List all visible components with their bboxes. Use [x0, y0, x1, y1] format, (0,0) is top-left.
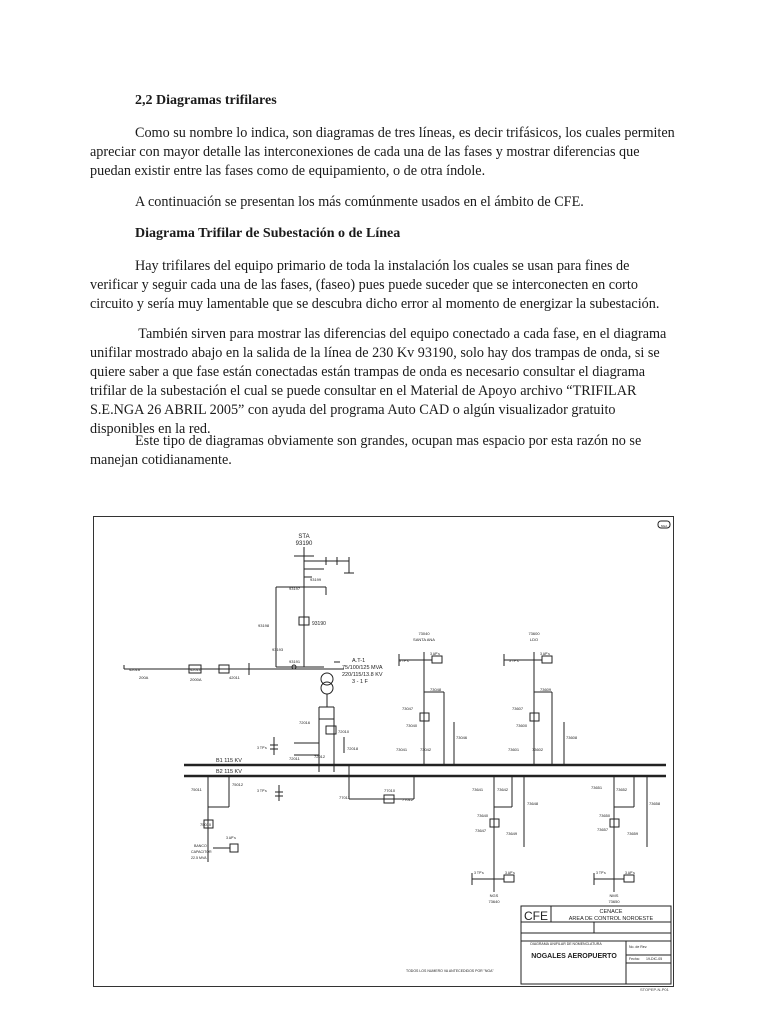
- l1-e: 73042: [420, 747, 432, 752]
- l2-name: 73600: [528, 631, 540, 636]
- title-desc: DIAGRAMA UNIFILAR DE NOMENCLATURA: [530, 942, 602, 946]
- sw-93198: 93198: [258, 623, 270, 628]
- sw-72012: 72012: [314, 754, 326, 759]
- l1-a: 73048: [430, 687, 442, 692]
- tp-label-l1: 3 TP's: [399, 659, 409, 663]
- l4-b: 73652: [616, 787, 628, 792]
- left-42010: 42010: [190, 667, 202, 672]
- paragraph-faseo-text: Hay trifilares del equipo primario de toda la instalación los cuales se usan para fines de verificar y seguir cada una de las fases, (faseo) pues puede suceder que se interconecten en corto circuito y sería muy lamentable que se descubra dicho error al momento de energizar la subestación.: [90, 258, 660, 312]
- l3-c: 73648: [527, 801, 539, 806]
- sw-72016: 72016: [299, 720, 311, 725]
- l2-e: 73602: [532, 747, 544, 752]
- paragraph-grandes: [90, 432, 680, 470]
- bus-b2-label: B2 115 KV: [216, 769, 242, 775]
- l4-c: 73658: [649, 801, 661, 806]
- l2-sub: LDO: [529, 637, 539, 642]
- paragraph-grandes-text: Este tipo de diagramas obviamente son grandes, ocupan mas espacio por esta razón no se manejan cotidianamente.: [90, 433, 642, 468]
- sw-93199: 93199: [310, 577, 322, 582]
- transformer-voltage: 220/115/13.8 KV: [342, 672, 383, 678]
- bottom-code: STOPEP-N-P01: [640, 987, 669, 992]
- tie-77010: 77010: [384, 788, 396, 793]
- l2-b: 73607: [512, 706, 524, 711]
- tp-label-l3: 3 TP's: [474, 871, 484, 875]
- cap-label-1: BANCO: [194, 844, 207, 848]
- l1-c: 73040: [406, 723, 418, 728]
- cap-75010: 75010: [200, 822, 212, 827]
- paragraph-intro-text: Como su nombre lo indica, son diagramas de tres líneas, es decir trifásicos, los cuales permiten apreciar con mayor detalle las interconexiones de cada una de las fases y mostrar diferencias que puedan existir entre las fases como de equipamiento, o de otra índole.: [90, 125, 675, 179]
- corner-code: NGA: [660, 524, 668, 528]
- l3-d: 73640: [477, 813, 489, 818]
- sw-72018: 72018: [347, 746, 359, 751]
- l4-d: 73650: [599, 813, 611, 818]
- l1-b: 73047: [402, 706, 414, 711]
- title-cenace: CENACE: [599, 909, 623, 915]
- l2-f: 73608: [566, 735, 578, 740]
- sw-93191: 93191: [289, 659, 301, 664]
- l1-sub: SANTA ANA: [413, 637, 435, 642]
- l2-c: 73600: [516, 723, 528, 728]
- l4-num: 73650: [608, 899, 620, 904]
- cap-label-2: CAPACITOR: [191, 850, 212, 854]
- l3-num: 73640: [488, 899, 500, 904]
- l1-f: 73046: [456, 735, 468, 740]
- sw-72011: 72011: [289, 756, 300, 761]
- transformer-name: A.T-1: [352, 658, 366, 664]
- left-200a: 200A: [139, 675, 149, 680]
- sw-72010: 72010: [338, 729, 350, 734]
- left-2000a: 2000A: [190, 677, 202, 682]
- top-line-label: STA: [298, 534, 310, 540]
- l3-name: NGS: [489, 893, 499, 898]
- paragraph-intro: [90, 124, 680, 181]
- brk-93190: 93190: [312, 621, 326, 627]
- diagram-svg: [94, 517, 673, 986]
- tp-label-bus: 3 TP's: [257, 789, 267, 793]
- tie-77012: 77012: [402, 797, 414, 802]
- tie-77011: 77011: [339, 795, 350, 800]
- sw-93193: 93193: [272, 647, 284, 652]
- title-area: AREA DE CONTROL NOROESTE: [568, 916, 654, 922]
- single-line-diagram: [93, 516, 674, 987]
- tp-label-transformer: 3 TP's: [257, 746, 267, 750]
- section-title: 2,2 Diagramas trifilares: [135, 93, 277, 108]
- subheading: Diagrama Trifilar de Subestación o de Línea: [135, 226, 401, 241]
- transformer-rating: 75/100/125 MVA: [342, 665, 383, 671]
- ap-label-l4: 3 AP's: [625, 871, 635, 875]
- left-42016: 42016: [129, 667, 141, 672]
- ap-label-l2: 3 AP's: [540, 652, 550, 656]
- l3-a: 73641: [472, 787, 484, 792]
- l2-d: 73601: [508, 747, 520, 752]
- l4-a: 73651: [591, 785, 603, 790]
- l1-d: 73041: [396, 747, 408, 752]
- title-no-rev: No. de Rev.: [629, 945, 648, 949]
- title-date: 19-DIC-05: [646, 957, 663, 961]
- left-42011: 42011: [229, 675, 240, 680]
- l4-f: 73659: [627, 831, 639, 836]
- tp-label-l4: 3 TP's: [596, 871, 606, 875]
- title-org-logo: CFE: [524, 909, 548, 923]
- ap-label-l1: 3 AP's: [430, 652, 440, 656]
- cap-label-3: 22.5 MVA: [191, 856, 207, 860]
- paragraph-cfe-text: A continuación se presentan los más comúnmente usados en el ámbito de CFE.: [135, 194, 584, 210]
- title-station: NOGALES AEROPUERTO: [531, 953, 617, 960]
- l4-name: NMS: [609, 893, 619, 898]
- title-fecha: Fecha:: [629, 957, 640, 961]
- bus-b1-label: B1 115 KV: [216, 758, 242, 764]
- top-line-number: 93190: [295, 541, 313, 547]
- transformer-phase: 3 - 1 F: [352, 679, 368, 685]
- l3-f: 73649: [506, 831, 518, 836]
- tp-label-l2: 3 TP's: [509, 659, 519, 663]
- cap-75012: 75012: [232, 782, 244, 787]
- l1-name: 73040: [418, 631, 430, 636]
- paragraph-faseo: [90, 257, 680, 314]
- ap-label-cap: 3 AP's: [226, 836, 236, 840]
- l4-e: 73657: [597, 827, 609, 832]
- ap-label-l3: 3 AP's: [505, 871, 515, 875]
- l3-b: 73642: [497, 787, 509, 792]
- paragraph-diferencias-text: También sirven para mostrar las diferencias del equipo conectado a cada fase, en el diagrama unifilar mostrado abajo en la salida de la línea de 230 Kv 93190, solo hay dos trampas de onda, si se quiere saber a que fase están conectadas están trampas de onda es necesario consultar el diagrama trifilar de la subestación el cual se puede consultar en el Material de Apoyo archivo “TRIFILAR S.E.NGA 26 ABRIL 2005” con ayuda del programa Auto CAD o algún visualizador gratuito disponibles en la red.: [90, 326, 667, 437]
- sw-93197: 93197: [289, 586, 301, 591]
- paragraph-cfe: [90, 193, 680, 212]
- l3-e: 73647: [475, 828, 487, 833]
- l2-a: 73609: [540, 687, 552, 692]
- footnote: TODOS LOS NUMERO VA ANTECEDIDOS POR "NGA": [406, 969, 494, 973]
- cap-75011: 75011: [191, 787, 202, 792]
- paragraph-diferencias: [90, 325, 680, 439]
